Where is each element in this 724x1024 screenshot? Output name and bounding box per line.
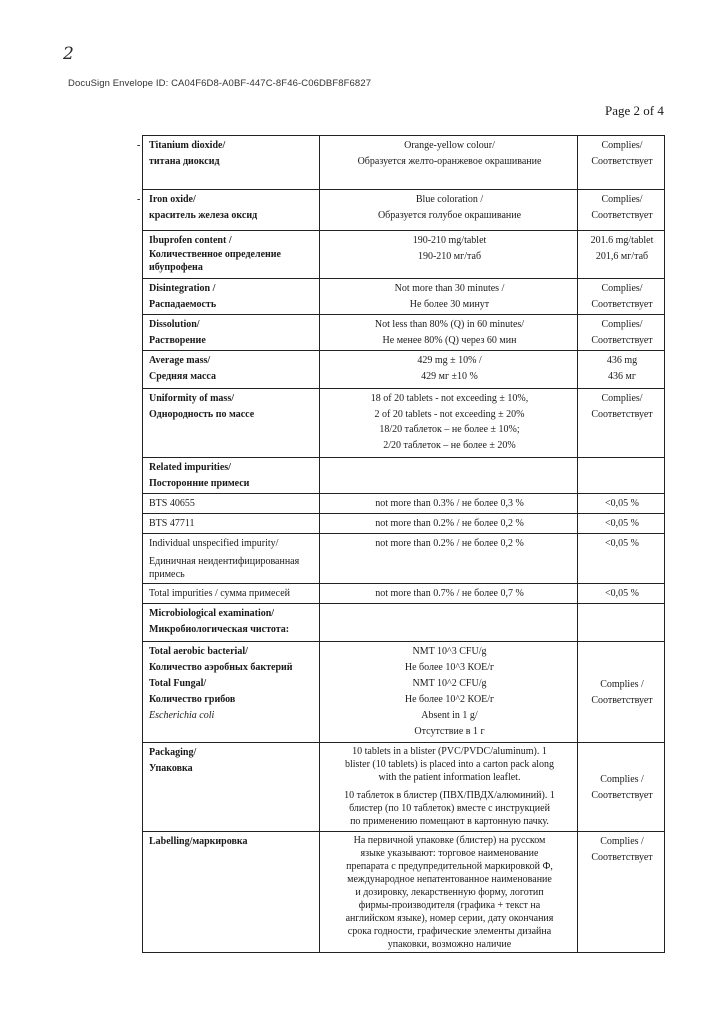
test-name-ru: Микробиологическая чистота:	[149, 623, 290, 635]
spec: not more than 0.3% / не более 0,3 %	[375, 498, 524, 509]
test-name-cell	[143, 315, 320, 351]
result-en: 201.6 mg/tablet	[590, 235, 654, 246]
specification-cell	[320, 584, 578, 604]
result-en: 436 mg	[606, 355, 638, 366]
result-ru: Соответствует	[591, 694, 653, 706]
table-row	[143, 584, 665, 604]
page-number: Page 2 of 4	[605, 103, 664, 118]
specification-cell	[320, 389, 578, 458]
spec-line: blister (10 tablets) is placed into a carton pack along	[344, 759, 555, 770]
table-row	[143, 514, 665, 534]
test-name: Total impurities / сумма примесей	[149, 588, 291, 599]
spec-ru: Образуется желто-оранжевое окрашивание	[357, 155, 542, 167]
test-name-line: Количество аэробных бактерий	[149, 662, 293, 673]
test-name-cell	[143, 514, 320, 534]
result-cell	[578, 458, 665, 494]
result-cell	[578, 743, 665, 832]
spec-line: международное непатентованное наименование	[347, 874, 552, 885]
result-en: Complies /	[600, 679, 644, 690]
result-en: Complies/	[601, 319, 643, 330]
docusign-envelope-id: DocuSign Envelope ID: CA04F6D8-A0BF-447C-8F46-C06DBF8F6827	[68, 78, 372, 89]
spec-line: На первичной упаковке (блистер) на русском	[353, 835, 546, 846]
test-name-cell	[143, 832, 320, 953]
specification-cell	[320, 190, 578, 231]
test-name-en: Titanium dioxide/	[149, 140, 226, 151]
result-cell	[578, 494, 665, 514]
spec-line: Отсутствие в 1 г	[414, 726, 485, 737]
spec-en: 190-210 mg/tablet	[412, 235, 487, 246]
test-name-ru: краситель железа оксид	[149, 209, 258, 221]
spec-line: Absent in 1 g/	[421, 710, 478, 721]
spec-en: Not more than 30 minutes /	[394, 283, 505, 294]
test-name-en: Ibuprofen content /	[149, 235, 232, 246]
table-row	[143, 832, 665, 953]
test-name-en: Packaging/	[149, 747, 197, 758]
spec-line: 2/20 таблеток – не более ± 20%	[383, 439, 516, 451]
table-row	[143, 604, 665, 642]
result-ru: 201,6 мг/таб	[595, 250, 649, 262]
result-en: Complies/	[601, 140, 643, 151]
result-cell	[578, 604, 665, 642]
bullet-dash: -	[137, 194, 141, 205]
specification-cell	[320, 279, 578, 315]
test-name-en: Iron oxide/	[149, 194, 196, 205]
result-cell	[578, 231, 665, 279]
test-name-ru: Средняя масса	[149, 370, 216, 382]
test-name-cell	[143, 458, 320, 494]
test-name-cell	[137, 136, 320, 190]
result-cell	[578, 584, 665, 604]
result-cell	[578, 315, 665, 351]
spec-line: NMT 10^3 CFU/g	[412, 646, 487, 657]
specification-cell	[320, 604, 578, 642]
result-cell	[578, 389, 665, 458]
test-name: Labelling/маркировка	[149, 836, 248, 847]
result-cell	[578, 832, 665, 953]
spec-line: NMT 10^2 CFU/g	[412, 678, 487, 689]
test-name-ru: Единичная неидентифицированная примесь	[149, 555, 300, 580]
result-ru: Соответствует	[591, 851, 653, 863]
test-name: BTS 40655	[149, 498, 195, 509]
test-name-ru: титана диоксид	[149, 155, 220, 167]
test-name-en: Average mass/	[149, 355, 211, 366]
test-name-cell	[143, 494, 320, 514]
spec-en: 429 mg ± 10% /	[417, 355, 482, 366]
result-ru: Соответствует	[591, 209, 653, 221]
specification-cell	[320, 494, 578, 514]
test-name-cell	[143, 231, 320, 279]
result: <0,05 %	[605, 518, 639, 529]
test-name-cell	[143, 351, 320, 389]
test-name-ru: Распадаемость	[149, 298, 217, 310]
spec-line: упаковки, возможно наличие	[387, 939, 512, 950]
specification-cell	[320, 458, 578, 494]
specification-cell	[320, 315, 578, 351]
result: <0,05 %	[605, 538, 639, 549]
spec-ru: Не менее 80% (Q) через 60 мин	[382, 334, 517, 346]
spec: not more than 0.7% / не более 0,7 %	[375, 588, 524, 599]
spec-line: 18 of 20 tablets - not exceeding ± 10%,	[370, 393, 529, 404]
specification-cell	[320, 534, 578, 584]
test-name-ru: Упаковка	[149, 762, 193, 774]
test-name-en: Individual unspecified impurity/	[149, 538, 279, 549]
test-name-cell	[143, 642, 320, 743]
table-row	[143, 279, 665, 315]
result-en: Complies/	[601, 283, 643, 294]
result-ru: Соответствует	[591, 408, 653, 420]
spec-ru: Образуется голубое окрашивание	[377, 209, 522, 221]
test-name-en: Disintegration /	[149, 283, 216, 294]
table-row	[143, 494, 665, 514]
test-name-cell	[143, 389, 320, 458]
table-row	[143, 534, 665, 584]
result-en: Complies /	[600, 836, 644, 847]
spec: not more than 0.2% / не более 0,2 %	[375, 538, 524, 549]
spec-line: по применению помещают в картонную пачку.	[350, 816, 549, 827]
test-name-en: Related impurities/	[149, 462, 231, 473]
result-cell	[578, 534, 665, 584]
test-name-line: Total Fungal/	[149, 678, 207, 689]
result-ru: Соответствует	[591, 298, 653, 310]
spec-line: 2 of 20 tablets - not exceeding ± 20%	[374, 408, 525, 420]
spec-line: английском языке), номер серии, дату окончания	[345, 913, 554, 924]
table-row	[143, 231, 665, 279]
result-cell	[578, 351, 665, 389]
test-name-cell	[143, 534, 320, 584]
result-ru: Соответствует	[591, 334, 653, 346]
spec-line: Не более 10^2 КОЕ/г	[404, 694, 495, 705]
test-name-italic: Escherichia coli	[149, 710, 215, 721]
spec-line: 10 tablets in a blister (PVC/PVDC/aluminum). 1	[352, 746, 547, 757]
handwritten-mark: 2	[63, 44, 74, 64]
table-row	[143, 458, 665, 494]
specification-cell	[320, 136, 578, 190]
table-row	[143, 190, 665, 231]
specification-table	[137, 135, 665, 953]
table-row	[143, 642, 665, 743]
result-ru: 436 мг	[608, 370, 636, 382]
spec-line: фирмы-производителя (графика + текст на	[358, 900, 541, 911]
spec-ru: 429 мг ±10 %	[421, 370, 478, 382]
spec: not more than 0.2% / не более 0,2 %	[375, 518, 524, 529]
spec-en: Blue coloration /	[415, 194, 484, 205]
specification-cell	[320, 642, 578, 743]
spec-ru: Не более 30 минут	[409, 298, 490, 310]
test-name-en: Microbiological examination/	[149, 608, 275, 619]
specification-cell	[320, 351, 578, 389]
table-row	[143, 136, 665, 190]
test-name-line: Total aerobic bacterial/	[149, 646, 248, 657]
result-cell	[578, 279, 665, 315]
result-cell	[578, 190, 665, 231]
spec-line: блистер (по 10 таблеток) вместе с инструкцией	[349, 803, 550, 814]
spec-line: 18/20 таблеток – не более ± 10%;	[379, 424, 520, 435]
result: <0,05 %	[605, 588, 639, 599]
spec-en: Not less than 80% (Q) in 60 minutes/	[374, 319, 525, 330]
table-row	[143, 351, 665, 389]
table-row	[143, 389, 665, 458]
test-name-cell	[143, 604, 320, 642]
test-name-cell	[143, 279, 320, 315]
specification-cell	[320, 743, 578, 832]
result: <0,05 %	[605, 498, 639, 509]
test-name-cell	[143, 743, 320, 832]
spec-line: срока годности, графические элементы дизайна	[347, 926, 552, 937]
result-cell	[578, 136, 665, 190]
result-cell	[578, 642, 665, 743]
test-name-cell	[137, 190, 320, 231]
result-ru: Соответствует	[591, 155, 653, 167]
test-name-ru: Однородность по массе	[149, 408, 255, 420]
result-ru: Соответствует	[591, 789, 653, 801]
result-en: Complies/	[601, 393, 643, 404]
table-row	[143, 315, 665, 351]
spec-line: препарата с предупредительной маркировкой Ф,	[346, 861, 553, 872]
test-name: BTS 47711	[149, 518, 195, 529]
test-name-cell	[143, 584, 320, 604]
test-name-en: Uniformity of mass/	[149, 393, 234, 404]
test-name-en: Dissolution/	[149, 319, 200, 330]
spec-line: языке указывают: торговое наименование	[360, 848, 539, 859]
result-cell	[578, 514, 665, 534]
spec-line: with the patient information leaflet.	[378, 772, 521, 783]
result-en: Complies /	[600, 774, 644, 785]
test-name-ru: Растворение	[149, 334, 206, 346]
spec-line: Не более 10^3 КОЕ/г	[404, 662, 495, 673]
table-row	[143, 743, 665, 832]
test-name-ru: Посторонние примеси	[149, 477, 250, 489]
spec-line: и дозировку, лекарственную форму, логотип	[355, 887, 544, 898]
test-name-ru: Количественное определение ибупрофена	[149, 249, 281, 273]
spec-ru: 190-210 мг/таб	[417, 250, 482, 262]
result-en: Complies/	[601, 194, 643, 205]
specification-cell	[320, 514, 578, 534]
bullet-dash: -	[137, 140, 141, 151]
specification-cell	[320, 231, 578, 279]
test-name-line: Количество грибов	[149, 694, 236, 705]
spec-en: Orange-yellow colour/	[404, 140, 495, 151]
spec-line: 10 таблеток в блистер (ПВХ/ПВДХ/алюминий). 1	[344, 790, 555, 801]
specification-cell	[320, 832, 578, 953]
